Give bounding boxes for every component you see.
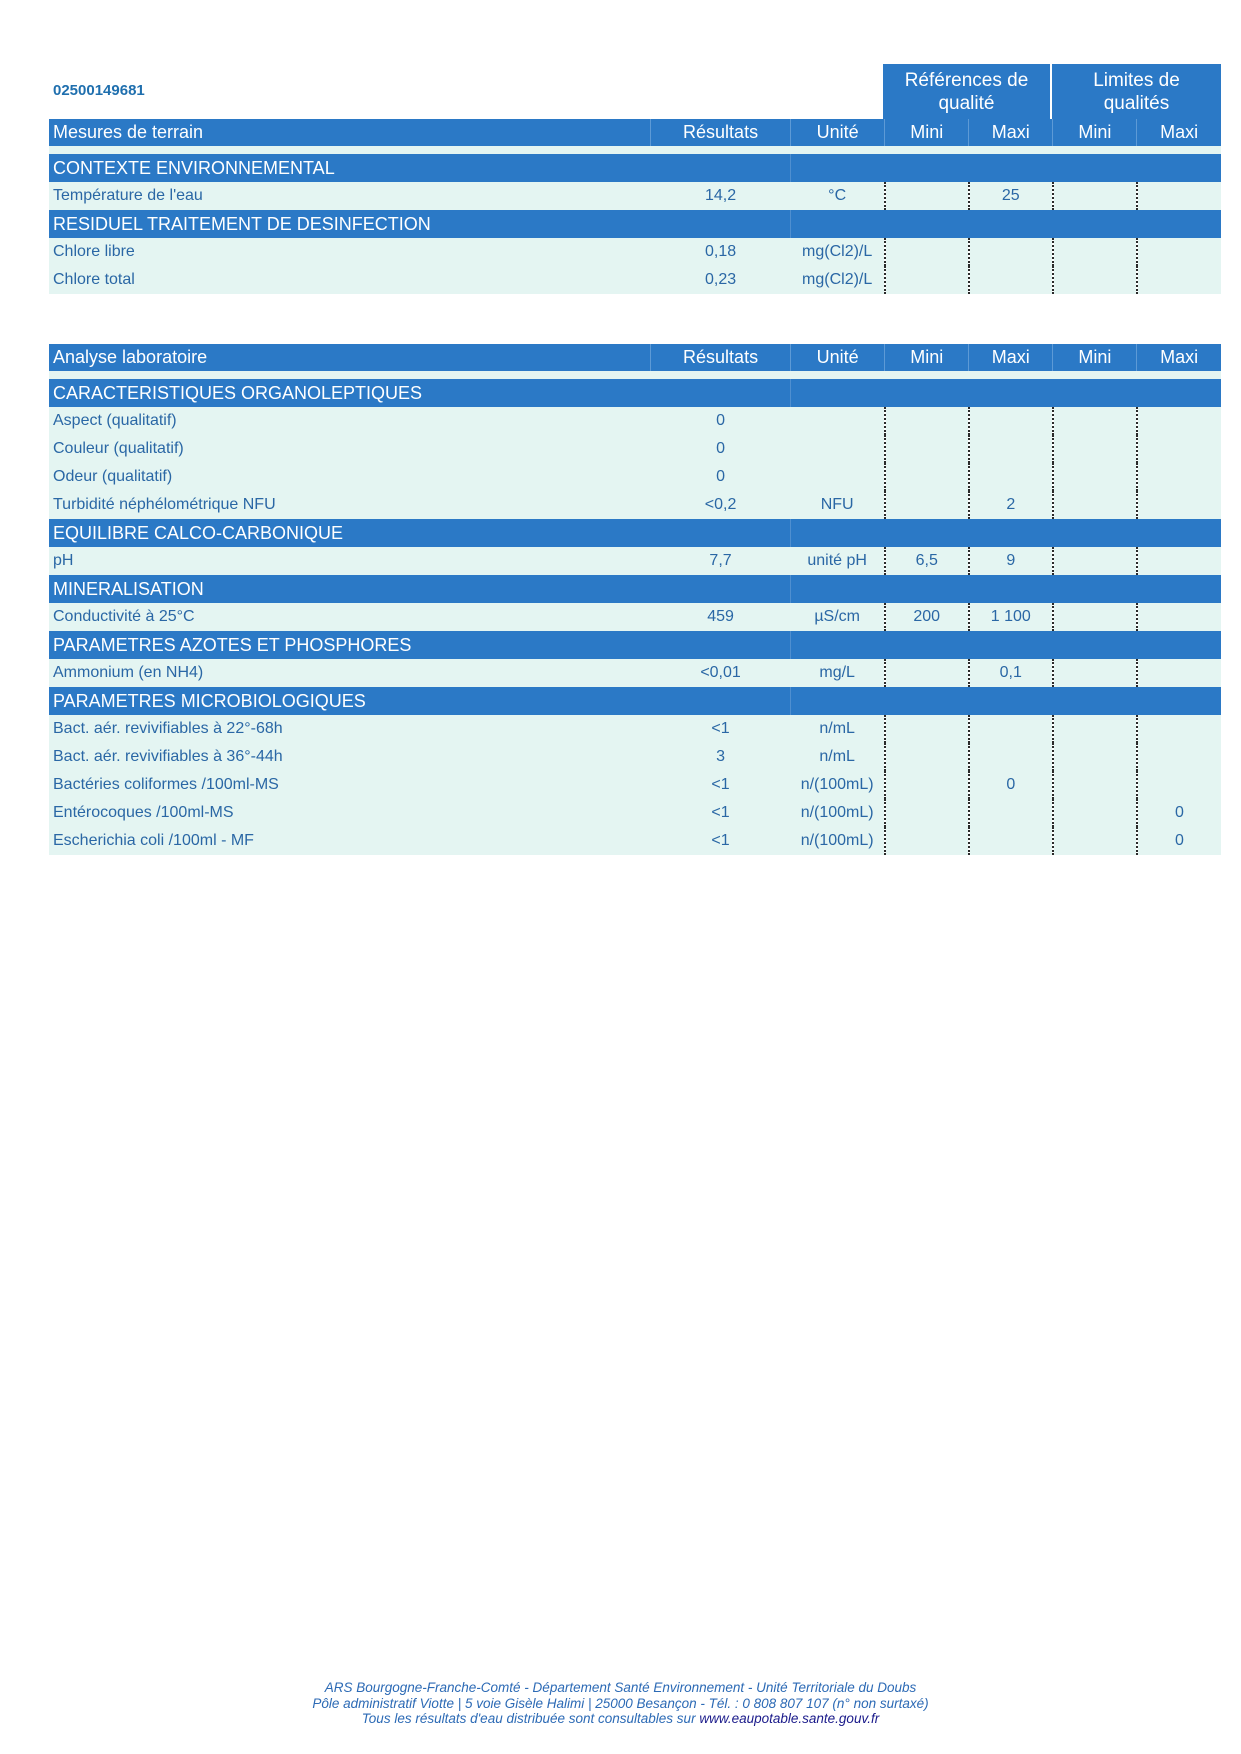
lim-min-value <box>1053 827 1137 855</box>
section-name: EQUILIBRE CALCO-CARBONIQUE <box>49 519 791 547</box>
limites-line1: Limites de <box>1093 69 1180 91</box>
lim-min-value <box>1053 799 1137 827</box>
table-title: Analyse laboratoire <box>49 344 651 371</box>
lim-max-value <box>1137 463 1221 491</box>
param-name: Entérocoques /100ml-MS <box>49 799 651 827</box>
param-name: Conductivité à 25°C <box>49 603 651 631</box>
param-name: Chlore libre <box>49 238 651 266</box>
unit-value: mg(Cl2)/L <box>791 266 885 294</box>
param-name: Bact. aér. revivifiables à 22°-68h <box>49 715 651 743</box>
ref-min-value <box>885 659 969 687</box>
param-name: Bact. aér. revivifiables à 36°-44h <box>49 743 651 771</box>
section-name: MINERALISATION <box>49 575 791 603</box>
lim-max-value: 0 <box>1137 827 1221 855</box>
unit-value: mg/L <box>791 659 885 687</box>
lim-min-value <box>1053 407 1137 435</box>
ref-min-value <box>885 771 969 799</box>
col-header-unite: Unité <box>791 119 885 146</box>
lim-min-value <box>1053 463 1137 491</box>
section-fill <box>791 519 1221 547</box>
param-name: Bactéries coliformes /100ml-MS <box>49 771 651 799</box>
limites-line2: qualités <box>1103 92 1170 114</box>
result-value: 0 <box>651 435 791 463</box>
lim-max-value <box>1137 771 1221 799</box>
ref-max-value <box>969 827 1053 855</box>
ref-max-value: 25 <box>969 182 1053 210</box>
unit-value: n/(100mL) <box>791 799 885 827</box>
table-row <box>49 827 1221 855</box>
table-row <box>49 182 1221 210</box>
table-row <box>49 659 1221 687</box>
references-line2: qualité <box>938 92 995 114</box>
footer <box>0 1680 1241 1727</box>
unit-value: n/mL <box>791 743 885 771</box>
section-header-row <box>49 154 1221 182</box>
ref-max-value <box>969 266 1053 294</box>
ref-min-value: 200 <box>885 603 969 631</box>
result-value: 459 <box>651 603 791 631</box>
unit-value: n/(100mL) <box>791 771 885 799</box>
section-fill <box>791 210 1221 238</box>
col-header-maxi-lim: Maxi <box>1137 119 1221 146</box>
lim-min-value <box>1053 603 1137 631</box>
lim-min-value <box>1053 491 1137 519</box>
table-header-row <box>49 344 1221 371</box>
section-fill <box>791 379 1221 407</box>
ref-min-value <box>885 463 969 491</box>
result-value: 0,18 <box>651 238 791 266</box>
unit-value: n/mL <box>791 715 885 743</box>
section-fill <box>791 154 1221 182</box>
lim-max-value <box>1137 547 1221 575</box>
ref-max-value <box>969 238 1053 266</box>
col-header-maxi-ref: Maxi <box>969 119 1053 146</box>
ref-max-value <box>969 715 1053 743</box>
ref-min-value <box>885 238 969 266</box>
lim-max-value <box>1137 238 1221 266</box>
param-name: Turbidité néphélométrique NFU <box>49 491 651 519</box>
lim-max-value <box>1137 407 1221 435</box>
result-value: 3 <box>651 743 791 771</box>
unit-value: °C <box>791 182 885 210</box>
references-qualite-header <box>883 64 1050 119</box>
table-row <box>49 435 1221 463</box>
result-value: 7,7 <box>651 547 791 575</box>
section-name: CONTEXTE ENVIRONNEMENTAL <box>49 154 791 182</box>
section-name: RESIDUEL TRAITEMENT DE DESINFECTION <box>49 210 791 238</box>
col-header-maxi-lim: Maxi <box>1137 344 1221 371</box>
section-name: PARAMETRES AZOTES ET PHOSPHORES <box>49 631 791 659</box>
section-header-row <box>49 379 1221 407</box>
ref-min-value <box>885 743 969 771</box>
param-name: Aspect (qualitatif) <box>49 407 651 435</box>
ref-min-value <box>885 266 969 294</box>
table-row <box>49 407 1221 435</box>
ref-min-value <box>885 799 969 827</box>
section-header-row <box>49 687 1221 715</box>
ref-max-value: 2 <box>969 491 1053 519</box>
lim-min-value <box>1053 715 1137 743</box>
ref-min-value <box>885 435 969 463</box>
section-header-row <box>49 575 1221 603</box>
table-row <box>49 491 1221 519</box>
unit-value: µS/cm <box>791 603 885 631</box>
table-row <box>49 771 1221 799</box>
lim-max-value: 0 <box>1137 799 1221 827</box>
lim-max-value <box>1137 603 1221 631</box>
ref-max-value <box>969 435 1053 463</box>
col-header-mini-ref: Mini <box>885 344 969 371</box>
ref-min-value <box>885 491 969 519</box>
table-row <box>49 743 1221 771</box>
ref-min-value <box>885 182 969 210</box>
ref-max-value: 0 <box>969 771 1053 799</box>
result-value: <1 <box>651 827 791 855</box>
lim-min-value <box>1053 547 1137 575</box>
footer-line3 <box>0 1711 1241 1727</box>
ref-max-value <box>969 799 1053 827</box>
result-value: 0 <box>651 463 791 491</box>
lim-max-value <box>1137 659 1221 687</box>
ref-min-value <box>885 407 969 435</box>
section-header-row <box>49 519 1221 547</box>
result-value: <1 <box>651 715 791 743</box>
param-name: Température de l'eau <box>49 182 651 210</box>
unit-value <box>791 463 885 491</box>
lim-min-value <box>1053 743 1137 771</box>
footer-link[interactable]: www.eaupotable.sante.gouv.fr <box>699 1711 880 1726</box>
unit-value <box>791 407 885 435</box>
table-spacer <box>49 371 1221 379</box>
result-value: <1 <box>651 799 791 827</box>
lab-analysis-table <box>49 344 1221 855</box>
lim-min-value <box>1053 771 1137 799</box>
section-header-row <box>49 631 1221 659</box>
footer-line1: ARS Bourgogne-Franche-Comté - Département Santé Environnement - Unité Territoriale du Doubs <box>324 1680 917 1695</box>
param-name: pH <box>49 547 651 575</box>
section-name: CARACTERISTIQUES ORGANOLEPTIQUES <box>49 379 791 407</box>
table-row <box>49 799 1221 827</box>
lim-min-value <box>1053 266 1137 294</box>
lim-min-value <box>1053 182 1137 210</box>
spacer-cell <box>49 371 1221 379</box>
ref-min-value <box>885 715 969 743</box>
unit-value: n/(100mL) <box>791 827 885 855</box>
section-name: PARAMETRES MICROBIOLOGIQUES <box>49 687 791 715</box>
table-spacer <box>49 146 1221 154</box>
lim-max-value <box>1137 491 1221 519</box>
field-measures-table <box>49 119 1221 294</box>
document-id: 02500149681 <box>53 82 145 99</box>
col-header-mini-lim: Mini <box>1053 344 1137 371</box>
ref-max-value: 0,1 <box>969 659 1053 687</box>
lim-max-value <box>1137 715 1221 743</box>
section-header-row <box>49 210 1221 238</box>
result-value: <0,01 <box>651 659 791 687</box>
lim-max-value <box>1137 435 1221 463</box>
col-header-mini-lim: Mini <box>1053 119 1137 146</box>
table-row <box>49 715 1221 743</box>
table-row <box>49 603 1221 631</box>
result-value: 14,2 <box>651 182 791 210</box>
result-value: <1 <box>651 771 791 799</box>
ref-max-value: 9 <box>969 547 1053 575</box>
col-header-resultats: Résultats <box>651 119 791 146</box>
lim-min-value <box>1053 435 1137 463</box>
references-line1: Références de <box>904 69 1029 91</box>
col-header-maxi-ref: Maxi <box>969 344 1053 371</box>
table-row <box>49 266 1221 294</box>
param-name: Chlore total <box>49 266 651 294</box>
section-fill <box>791 575 1221 603</box>
param-name: Odeur (qualitatif) <box>49 463 651 491</box>
spacer-cell <box>49 146 1221 154</box>
col-header-resultats: Résultats <box>651 344 791 371</box>
result-value: 0 <box>651 407 791 435</box>
ref-min-value: 6,5 <box>885 547 969 575</box>
unit-value: NFU <box>791 491 885 519</box>
param-name: Ammonium (en NH4) <box>49 659 651 687</box>
unit-value: unité pH <box>791 547 885 575</box>
result-value: 0,23 <box>651 266 791 294</box>
table-title: Mesures de terrain <box>49 119 651 146</box>
table-row <box>49 238 1221 266</box>
limites-qualite-header <box>1052 64 1221 119</box>
ref-max-value <box>969 743 1053 771</box>
section-fill <box>791 631 1221 659</box>
table-header-row <box>49 119 1221 146</box>
param-name: Escherichia coli /100ml - MF <box>49 827 651 855</box>
unit-value: mg(Cl2)/L <box>791 238 885 266</box>
lim-min-value <box>1053 238 1137 266</box>
col-header-unite: Unité <box>791 344 885 371</box>
ref-max-value <box>969 407 1053 435</box>
ref-max-value <box>969 463 1053 491</box>
footer-line2: Pôle administratif Viotte | 5 voie Gisèle Halimi | 25000 Besançon - Tél. : 0 808 807 107 (n° non surtaxé) <box>312 1695 929 1711</box>
unit-value <box>791 435 885 463</box>
lim-max-value <box>1137 743 1221 771</box>
ref-max-value: 1 100 <box>969 603 1053 631</box>
table-row <box>49 547 1221 575</box>
param-name: Couleur (qualitatif) <box>49 435 651 463</box>
table-row <box>49 463 1221 491</box>
lim-max-value <box>1137 266 1221 294</box>
lim-max-value <box>1137 182 1221 210</box>
result-value: <0,2 <box>651 491 791 519</box>
ref-min-value <box>885 827 969 855</box>
section-fill <box>791 687 1221 715</box>
footer-line3-text: Tous les résultats d'eau distribuée sont consultables sur <box>361 1711 700 1726</box>
lim-min-value <box>1053 659 1137 687</box>
col-header-mini-ref: Mini <box>885 119 969 146</box>
